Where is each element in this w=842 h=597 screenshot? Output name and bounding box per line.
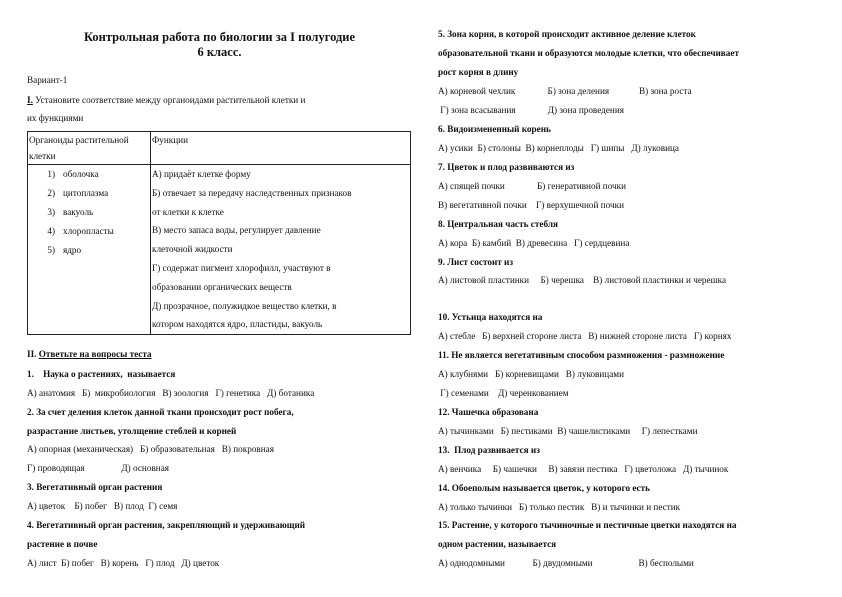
right-question-line: 12. Чашечка образована (438, 407, 539, 417)
table-header-functions: Функции (151, 132, 411, 165)
task2-title: Ответьте на вопросы теста (38, 349, 152, 359)
right-answer-options-line: А) стебле Б) верхней стороне листа В) нижней стороне листа Г) корнях (438, 331, 732, 341)
right-question-line: одном растении, называется (438, 539, 557, 549)
right-answer-options-line: А) спящей почки Б) генеративной почки (438, 181, 627, 191)
task1-instruction-line1 (27, 94, 305, 106)
table-header-organoids: Органоиды растительной клетки (28, 132, 151, 165)
left-question-line: 2. За счет деления клеток данной ткани происходит рост побега, (27, 407, 294, 417)
right-question-line: 13. Плод развивается из (438, 445, 540, 455)
right-question-line: 8. Центральная часть стебля (438, 219, 558, 229)
variant-label: Вариант-1 (27, 75, 68, 85)
organoid-item: 3) вакуоль (47, 207, 94, 217)
right-question-line: 7. Цветок и плод развиваются из (438, 162, 575, 172)
task1-instruction-line2: их функциями (27, 113, 84, 123)
function-line: котором находятся ядро, пластиды, вакуоль (152, 319, 323, 330)
right-answer-options-line: А) усики Б) столоны В) корнеплоды Г) шипы Д) луковица (438, 143, 680, 153)
left-answer-options-line: А) опорная (механическая) Б) образовательная В) покровная (27, 444, 274, 454)
left-answer-options-line: Г) проводящая Д) основная (27, 463, 169, 473)
right-question-line: 11. Не является вегетативным способом размножения - размножение (438, 350, 725, 360)
right-answer-options-line: А) только тычинки Б) только пестик В) и тычинки и пестик (438, 502, 681, 512)
function-line: Д) прозрачное, полужидкое вещество клетки, в (152, 300, 337, 311)
organoid-item: 4) хлоропласты (47, 226, 114, 236)
left-answer-options-line: А) анатомия Б) микробиология В) зоология Г) генетика Д) ботаника (27, 388, 315, 398)
right-question-line: 14. Обоеполым называется цветок, у которого есть (438, 483, 650, 493)
right-answer-options-line: А) тычинками Б) пестиками В) чашелистиками Г) лепестками (438, 426, 698, 436)
task1-text-line1: Установите соответствие между органоидами растительной клетки и (35, 95, 306, 105)
right-answer-options-line: А) клубнями Б) корневищами В) луковицами (438, 369, 625, 379)
right-question-line: 9. Лист состоит из (438, 257, 514, 267)
right-answer-options-line: А) листовой пластинки Б) черешка В) листовой пластинки и черешка (438, 275, 727, 285)
right-answer-options-line: Г) семенами Д) черенкованием (438, 388, 569, 398)
matching-table (27, 131, 411, 335)
function-line: Г) содержат пигмент хлорофилл, участвуют в (152, 262, 331, 273)
right-answer-options-line: А) корневой чехлик Б) зона деления В) зона роста (438, 86, 692, 96)
organoid-item: 2) цитоплазма (47, 188, 109, 198)
function-line: Б) отвечает за передачу наследственных признаков (152, 187, 352, 198)
function-line: клеточной жидкости (152, 244, 233, 255)
right-question-line: 6. Видоизмененный корень (438, 124, 551, 134)
right-question-line: рост корня в длину (438, 67, 519, 77)
right-question-line: 15. Растение, у которого тычиночные и пестичные цветки находятся на (438, 520, 737, 530)
function-line: от клетки к клетке (152, 206, 224, 217)
task2-number: II. (27, 349, 37, 359)
left-answer-options-line: А) лист Б) побег В) корень Г) плод Д) цветок (27, 558, 220, 568)
left-question-line: 4. Вегетативный орган растения, закрепляющий и удерживающий (27, 520, 306, 530)
task1-number: I. (27, 95, 33, 105)
right-answer-options-line: В) вегетативной почки Г) верхушечной почки (438, 200, 624, 210)
right-answer-options-line: А) кора Б) камбий В) древесина Г) сердцевина (438, 238, 630, 248)
right-question-line: 10. Устьица находятся на (438, 312, 543, 322)
right-question-line: образовательной ткани и образуются молодые клетки, что обеспечивает (438, 48, 739, 58)
page-title-line1: Контрольная работа по биологии за I полугодие (83, 30, 356, 44)
function-line: образовании органических веществ (152, 281, 292, 292)
organoid-item: 5) ядро (47, 245, 82, 255)
organoid-item: 1) оболочка (47, 169, 99, 179)
right-answer-options-line: А) однодомными Б) двудомными В) бесполыми (438, 558, 694, 568)
left-answer-options-line: А) цветок Б) побег В) плод Г) семя (27, 501, 178, 511)
left-question-line: разрастание листьев, утолщение стеблей и корней (27, 426, 237, 436)
function-line: А) придаёт клетке форму (152, 169, 251, 179)
task2-heading (27, 348, 152, 360)
right-answer-options-line: А) венчика Б) чашечки В) завязи пестика Г) цветоложа Д) тычинок (438, 464, 729, 474)
right-question-line: 5. Зона корня, в которой происходит активное деление клеток (438, 29, 696, 39)
right-answer-options-line: Г) зона всасывания Д) зона проведения (438, 105, 624, 115)
page-title-line2: 6 класс. (197, 45, 242, 59)
left-question-line: 3. Вегетативный орган растения (27, 482, 163, 492)
organoids-cell (28, 165, 151, 335)
left-question-line: 1. Наука о растениях, называется (27, 369, 176, 379)
functions-cell (151, 165, 411, 335)
function-line: В) место запаса воды, регулирует давление (152, 225, 321, 236)
left-question-line: растение в почве (27, 539, 98, 549)
